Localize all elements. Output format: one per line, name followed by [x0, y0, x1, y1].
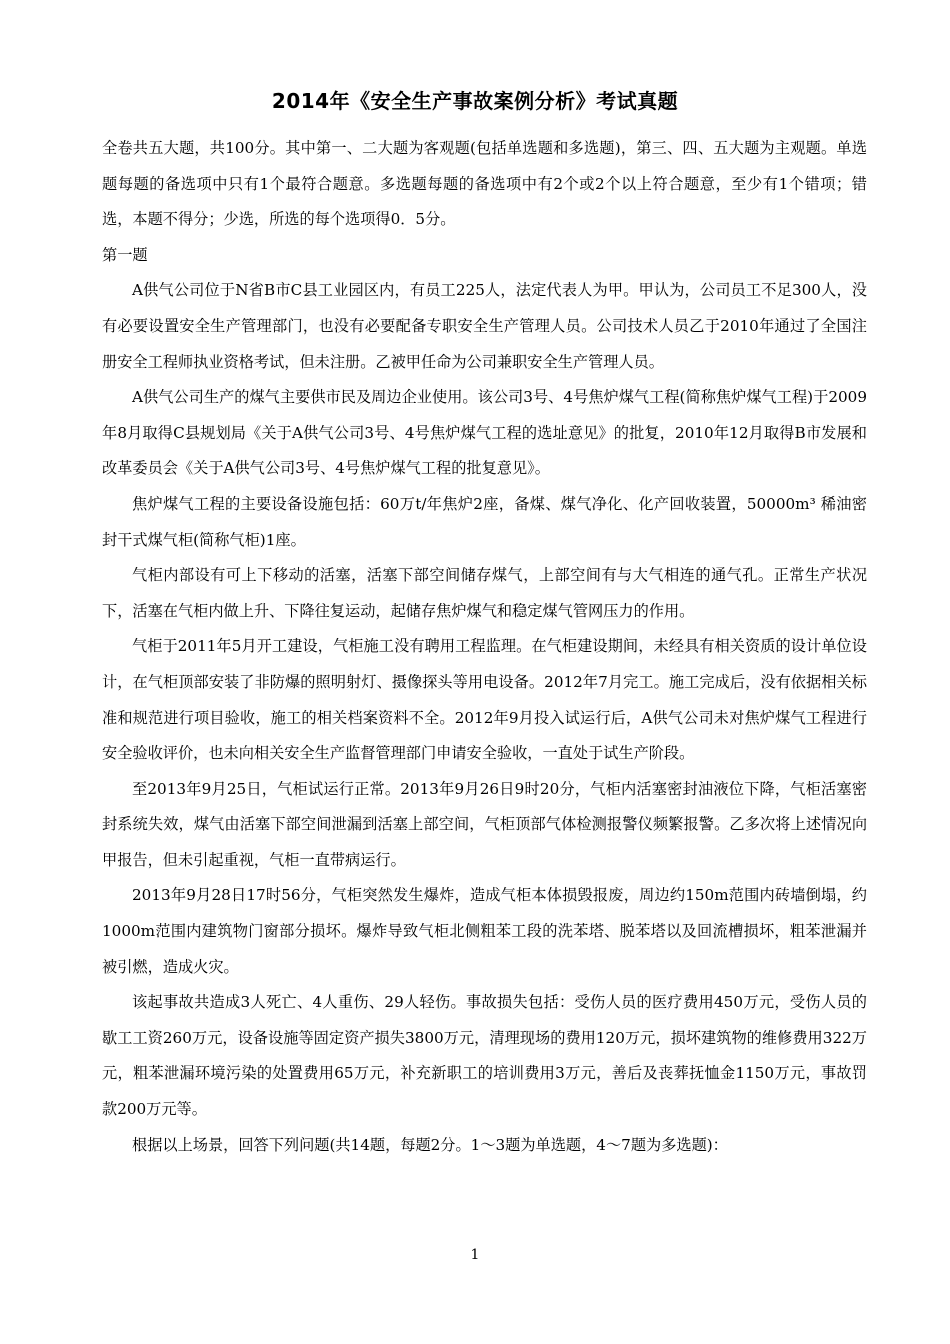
document-title: 2014年《安全生产事故案例分析》考试真题 — [271, 89, 679, 113]
case-paragraph: A供气公司位于N省B市C县工业园区内，有员工225人，法定代表人为甲。甲认为，公司员工不足300人，没有必要设置安全生产管理部门，也没有必要配备专职安全生产管理人员。公司技术人员乙于2010年通过了全国注册安全工程师执业资格考试，但未注册。乙被甲任命为公司兼职安全生产管理人员。 — [102, 281, 867, 371]
case-paragraph: 焦炉煤气工程的主要设备设施包括：60万t/年焦炉2座，备煤、煤气净化、化产回收装置，50000m³ 稀油密封干式煤气柜(简称气柜)1座。 — [102, 494, 867, 549]
case-paragraph: 气柜于2011年5月开工建设，气柜施工没有聘用工程监理。在气柜建设期间，未经具有相关资质的设计单位设计，在气柜顶部安装了非防爆的照明射灯、摄像探头等用电设备。2012年7月完工。施工完成后，没有依据相关标准和规范进行项目验收，施工的相关档案资料不全。2012年9月投入试运行后，A供气公司未对焦炉煤气工程进行安全验收评价，也未向相关安全生产监督管理部门申请安全验收，一直处于试生产阶段。 — [102, 637, 867, 763]
case-paragraph: 该起事故共造成3人死亡、4人重伤、29人轻伤。事故损失包括：受伤人员的医疗费用450万元，受伤人员的歇工工资260万元，设备设施等固定资产损失3800万元，清理现场的费用120万元，损坏建筑物的维修费用322万元，粗苯泄漏环境污染的处置费用65万元，补充新职工的培训费用3万元，善后及丧葬抚恤金1150万元，事故罚款200万元等。 — [102, 993, 867, 1119]
case-paragraph: 至2013年9月25日，气柜试运行正常。2013年9月26日9时20分，气柜内活塞密封油液位下降，气柜活塞密封系统失效，煤气由活塞下部空间泄漏到活塞上部空间，气柜顶部气体检测报警仪频繁报警。乙多次将上述情况向甲报告，但未引起重视，气柜一直带病运行。 — [102, 779, 867, 869]
case-paragraph: 2013年9月28日17时56分，气柜突然发生爆炸，造成气柜本体损毁报废，周边约150m范围内砖墙倒塌，约1000m范围内建筑物门窗部分损坏。爆炸导致气柜北侧粗苯工段的洗苯塔、脱苯塔以及回流槽损坏，粗苯泄漏并被引燃，造成火灾。 — [102, 886, 867, 976]
question-prompt: 根据以上场景，回答下列问题(共14题，每题2分。1～3题为单选题，4～7题为多选题)： — [132, 1135, 728, 1154]
case-paragraph: A供气公司生产的煤气主要供市民及周边企业使用。该公司3号、4号焦炉煤气工程(简称焦炉煤气工程)于2009年8月取得C县规划局《关于A供气公司3号、4号焦炉煤气工程的选址意见》的批复，2010年12月取得B市发展和改革委员会《关于A供气公司3号、4号焦炉煤气工程的批复意见》。 — [102, 388, 867, 478]
page-number: 1 — [470, 1247, 480, 1263]
section-heading: 第一题 — [102, 245, 148, 264]
exam-instructions-paragraph: 全卷共五大题，共100分。其中第一、二大题为客观题(包括单选题和多选题)，第三、四、五大题为主观题。单选题每题的备选项中只有1个最符合题意。多选题每题的备选项中有2个或2个以上符合题意，至少有1个错项；错选，本题不得分；少选，所选的每个选项得0．5分。 — [102, 139, 867, 229]
case-paragraph: 气柜内部设有可上下移动的活塞，活塞下部空间储存煤气，上部空间有与大气相连的通气孔。正常生产状况下，活塞在气柜内做上升、下降往复运动，起储存焦炉煤气和稳定煤气管网压力的作用。 — [102, 566, 867, 620]
document-body — [102, 131, 867, 1163]
